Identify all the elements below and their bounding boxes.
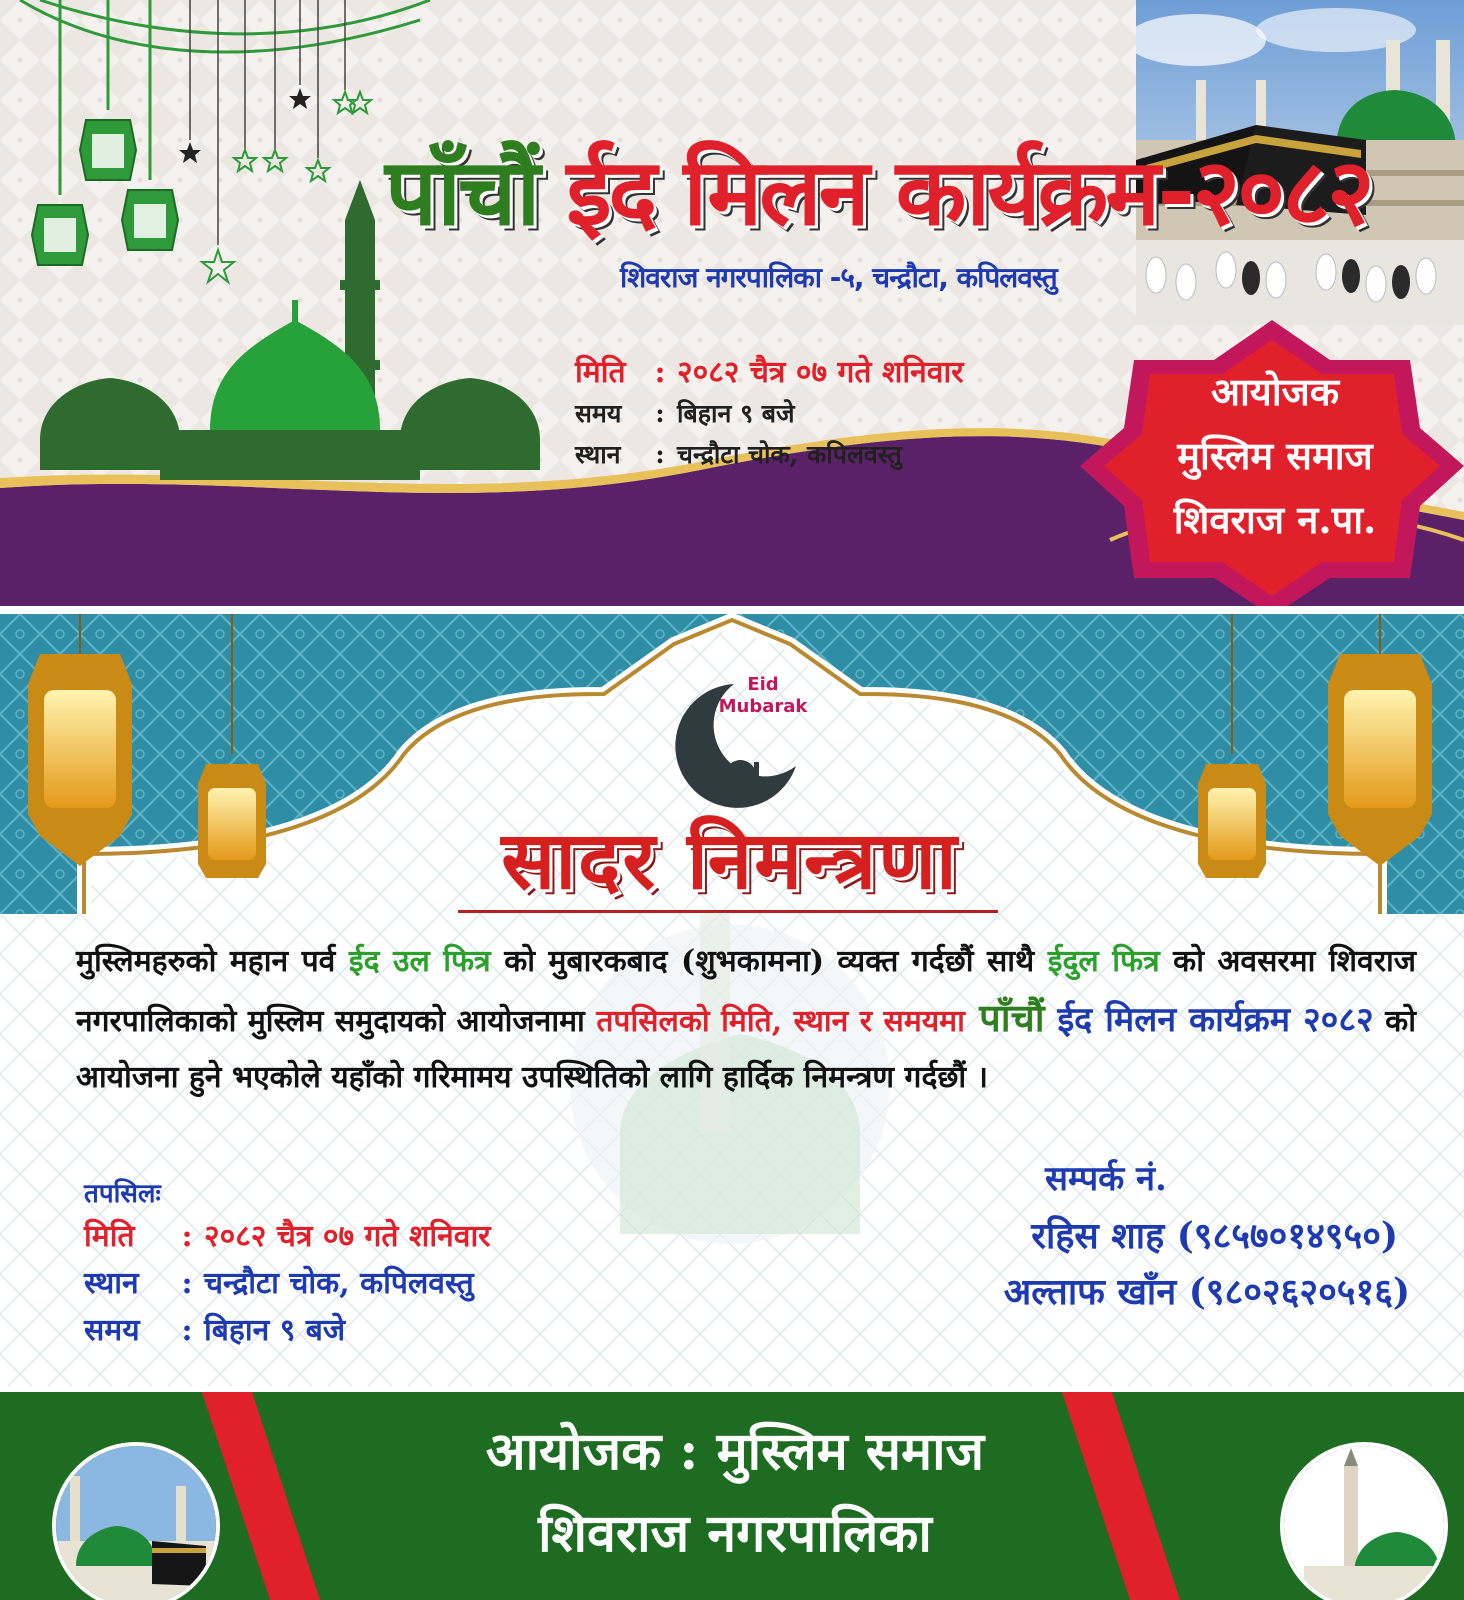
body-eidul-fitr: ईदुल फित्र: [1047, 944, 1160, 979]
event-title-ordinal: पाँचौं: [385, 139, 538, 246]
date-value: २०८२ चैत्र ०७ गते शनिवार: [677, 355, 964, 390]
body-part-5: को अवसरमा शिवराज नगरपालिकाको मुस्लिम समुदायको आयोजनामा: [76, 944, 1416, 1039]
detail-venue-value: चन्द्रौटा चोक, कपिलवस्तु: [204, 1266, 474, 1301]
venue-label: स्थान: [575, 440, 621, 469]
lantern-left-small: [198, 764, 266, 878]
venue-separator: :: [655, 440, 665, 469]
time-label: समय: [575, 399, 622, 428]
time-value: बिहान ९ बजे: [677, 399, 795, 428]
footer-photo-green-dome: [1280, 1442, 1448, 1600]
organizer-name: मुस्लिम समाज: [1177, 433, 1373, 478]
body-part-1: मुस्लिमहरुको महान पर्व: [76, 944, 349, 979]
footer-band: [0, 1386, 1464, 1600]
invitation-card: [0, 614, 1464, 1600]
lantern-right-large: [1328, 654, 1432, 866]
detail-time-value: बिहान ९ बजे: [204, 1313, 346, 1348]
contact-rahis-shah: रहिस शाह (९८५७०१४९५०): [1031, 1215, 1398, 1257]
body-eid-ul-fitr: ईद उल फित्र: [348, 944, 491, 979]
top-time-line: [575, 396, 795, 430]
detail-date-label: मिति: [84, 1219, 135, 1254]
top-venue-line: [575, 437, 902, 471]
top-banner: [0, 0, 1464, 612]
eid-mubarak-text: [708, 674, 818, 718]
organizer-heading: आयोजक: [1210, 369, 1340, 414]
footer-photo-left-illustration: [56, 1446, 216, 1600]
detail-date-separator: :: [181, 1219, 193, 1254]
footer-photo-right-illustration: [1284, 1446, 1444, 1600]
contact-altaf-khan: अल्ताफ खाँन (९८०२६२०५१६): [1003, 1271, 1410, 1313]
time-separator: :: [655, 399, 665, 428]
footer-municipality-line: शिवराज नगरपालिका: [538, 1503, 932, 1564]
top-date-line: [575, 350, 964, 391]
detail-venue-label: स्थान: [84, 1266, 139, 1301]
footer-organizer-line: आयोजक : मुस्लिम समाज: [485, 1421, 985, 1482]
invitation-title-underline: [458, 910, 998, 913]
body-ordinal: पाँचौं: [964, 996, 1045, 1040]
footer-photo-mosque-kaaba: [52, 1442, 220, 1600]
body-details-reference: तपसिलको मिति, स्थान र समयमा: [596, 1004, 965, 1039]
event-title-name: ईद मिलन कार्यक्रम-२०८२: [566, 139, 1372, 246]
mubarak-word: Mubarak: [718, 696, 808, 717]
date-separator: :: [654, 355, 666, 390]
details-heading: तपसिलः: [84, 1179, 161, 1209]
detail-time-line: [84, 1308, 345, 1349]
body-part-3: को मुबारकबाद (शुभकामना) व्यक्त गर्दछौं साथै: [490, 944, 1048, 979]
date-label: मिति: [575, 355, 626, 390]
organizer-text: [1105, 360, 1445, 552]
event-location-subtitle: शिवराज नगरपालिका -५, चन्द्रौटा, कपिलवस्तु: [620, 261, 1057, 294]
invitation-body: [76, 934, 1416, 1106]
venue-value: चन्द्रौटा चोक, कपिलवस्तु: [677, 440, 902, 469]
eid-word: Eid: [747, 674, 779, 695]
event-title: [385, 118, 1445, 268]
detail-venue-line: [84, 1261, 474, 1302]
detail-time-label: समय: [84, 1313, 140, 1348]
lantern-left-large: [28, 654, 132, 866]
body-part-9: को आयोजना हुने भएकोले यहाँको गरिमामय उपस्थितिको लागि हार्दिक निमन्त्रण गर्दछौं ।: [76, 1004, 1416, 1095]
detail-date-value: २०८२ चैत्र ०७ गते शनिवार: [204, 1219, 491, 1254]
detail-venue-separator: :: [181, 1266, 193, 1301]
contact-heading: सम्पर्क नं.: [1045, 1159, 1167, 1199]
lantern-right-small: [1198, 764, 1266, 878]
body-event-name: ईद मिलन कार्यक्रम २०८२: [1044, 1000, 1374, 1040]
detail-date-line: [84, 1214, 491, 1255]
invitation-title: सादर निमन्त्रणा: [501, 813, 959, 907]
detail-time-separator: :: [181, 1313, 193, 1348]
organizer-municipality: शिवराज न.पा.: [1173, 497, 1377, 542]
